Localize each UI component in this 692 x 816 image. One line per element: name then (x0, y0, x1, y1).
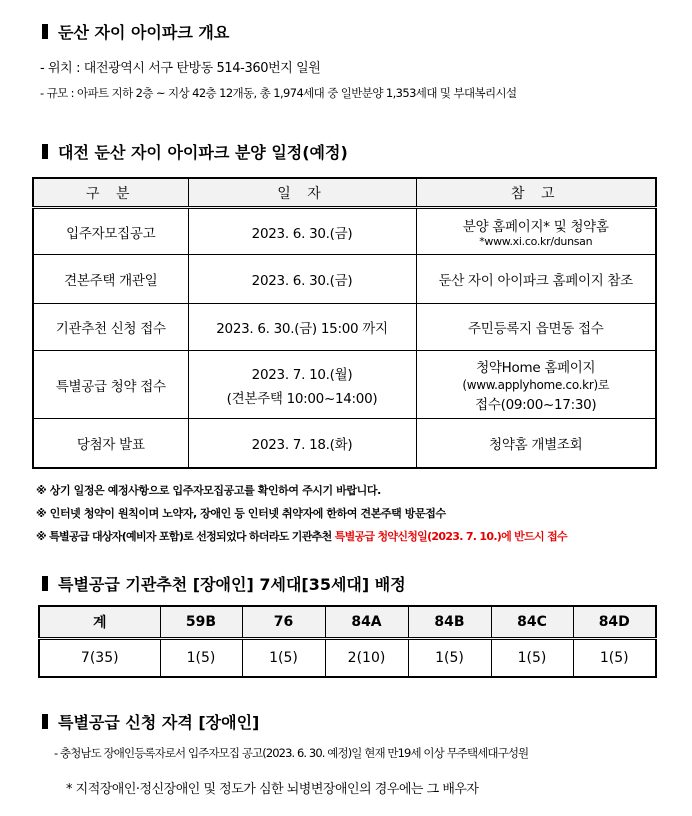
header-note: 참 고 (416, 178, 656, 208)
header-date: 일 자 (188, 178, 416, 208)
table-row (33, 304, 656, 351)
square-bullet-icon (42, 714, 48, 729)
table-row (33, 419, 656, 468)
row-date: 2023. 7. 18.(화) (188, 419, 416, 468)
note-3-highlight: 특별공급 청약신청일(2023. 7. 10.)에 반드시 접수 (334, 530, 567, 543)
eligibility-line-2: * 지적장애인·정신장애인 및 정도가 심한 뇌병변장애인의 경우에는 그 배우자 (66, 782, 479, 797)
schedule-title: 대전 둔산 자이 아이파크 분양 일정(예정) (42, 140, 348, 163)
allocation-title: 특별공급 기관추천 [장애인] 7세대[35세대] 배정 (42, 572, 406, 595)
value-cell: 1(5) (160, 639, 242, 678)
row-note (416, 351, 656, 419)
note-sub: *www.xi.co.kr/dunsan (479, 235, 593, 248)
note-sub2: 접수(09:00~17:30) (475, 397, 597, 413)
note-2: ※ 인터넷 청약이 원칙이며 노약자, 장애인 등 인터넷 취약자에 한하여 견본주택 방문접수 (36, 507, 446, 520)
row-category: 특별공급 청약 접수 (33, 351, 188, 419)
header-category: 구 분 (33, 178, 188, 208)
square-bullet-icon (42, 24, 48, 39)
row-note: 둔산 자이 아이파크 홈페이지 참조 (416, 255, 656, 304)
row-category: 당첨자 발표 (33, 419, 188, 468)
header-type: 59B (160, 606, 242, 639)
table-row (33, 208, 656, 255)
overview-scale: - 규모 : 아파트 지하 2층 ~ 지상 42층 12개동, 총 1,974세대 중 일반분양 1,353세대 및 부대복리시설 (40, 86, 517, 100)
header-type: 84A (325, 606, 408, 639)
row-note (416, 208, 656, 255)
header-type: 84D (573, 606, 656, 639)
value-cell: 1(5) (491, 639, 573, 678)
row-date: 2023. 6. 30.(금) (188, 255, 416, 304)
date-sub: (견본주택 10:00~14:00) (226, 390, 378, 407)
table-header-row (33, 178, 656, 208)
row-note: 주민등록지 읍면동 접수 (416, 304, 656, 351)
row-category: 기관추천 신청 접수 (33, 304, 188, 351)
row-date (188, 351, 416, 419)
header-total: 계 (39, 606, 160, 639)
overview-title: 둔산 자이 아이파크 개요 (42, 20, 229, 43)
note-main: 청약Home 홈페이지 (476, 360, 596, 376)
note-3 (36, 528, 567, 544)
value-cell: 1(5) (573, 639, 656, 678)
eligibility-title: 특별공급 신청 자격 [장애인] (42, 710, 259, 733)
row-date: 2023. 6. 30.(금) (188, 208, 416, 255)
row-category: 견본주택 개관일 (33, 255, 188, 304)
header-type: 84C (491, 606, 573, 639)
square-bullet-icon (42, 576, 48, 591)
allocation-table (38, 605, 657, 678)
row-category: 입주자모집공고 (33, 208, 188, 255)
value-cell: 1(5) (408, 639, 491, 678)
table-row (39, 639, 656, 678)
table-row (33, 255, 656, 304)
square-bullet-icon (42, 144, 48, 159)
date-main: 2023. 7. 10.(월) (251, 366, 353, 383)
schedule-table (32, 177, 657, 469)
value-cell: 2(10) (325, 639, 408, 678)
eligibility-line-1: - 충청남도 장애인등록자로서 입주자모집 공고(2023. 6. 30. 예정)일 현재 만19세 이상 무주택세대구성원 (54, 746, 529, 760)
header-type: 84B (408, 606, 491, 639)
value-total: 7(35) (39, 639, 160, 678)
note-main: 분양 홈페이지* 및 청약홈 (462, 219, 609, 235)
note-sub: (www.applyhome.co.kr)로 (462, 378, 610, 392)
overview-location: - 위치 : 대전광역시 서구 탄방동 514-360번지 일원 (40, 61, 321, 76)
header-type: 76 (242, 606, 325, 639)
value-cell: 1(5) (242, 639, 325, 678)
row-date: 2023. 6. 30.(금) 15:00 까지 (188, 304, 416, 351)
row-note: 청약홈 개별조회 (416, 419, 656, 468)
table-header-row (39, 606, 656, 639)
note-1: ※ 상기 일정은 예정사항으로 입주자모집공고를 확인하여 주시기 바랍니다. (36, 484, 381, 497)
note-3-text: ※ 특별공급 대상자(예비자 포함)로 선정되었다 하더라도 기관추천 (36, 530, 335, 543)
table-row (33, 351, 656, 419)
